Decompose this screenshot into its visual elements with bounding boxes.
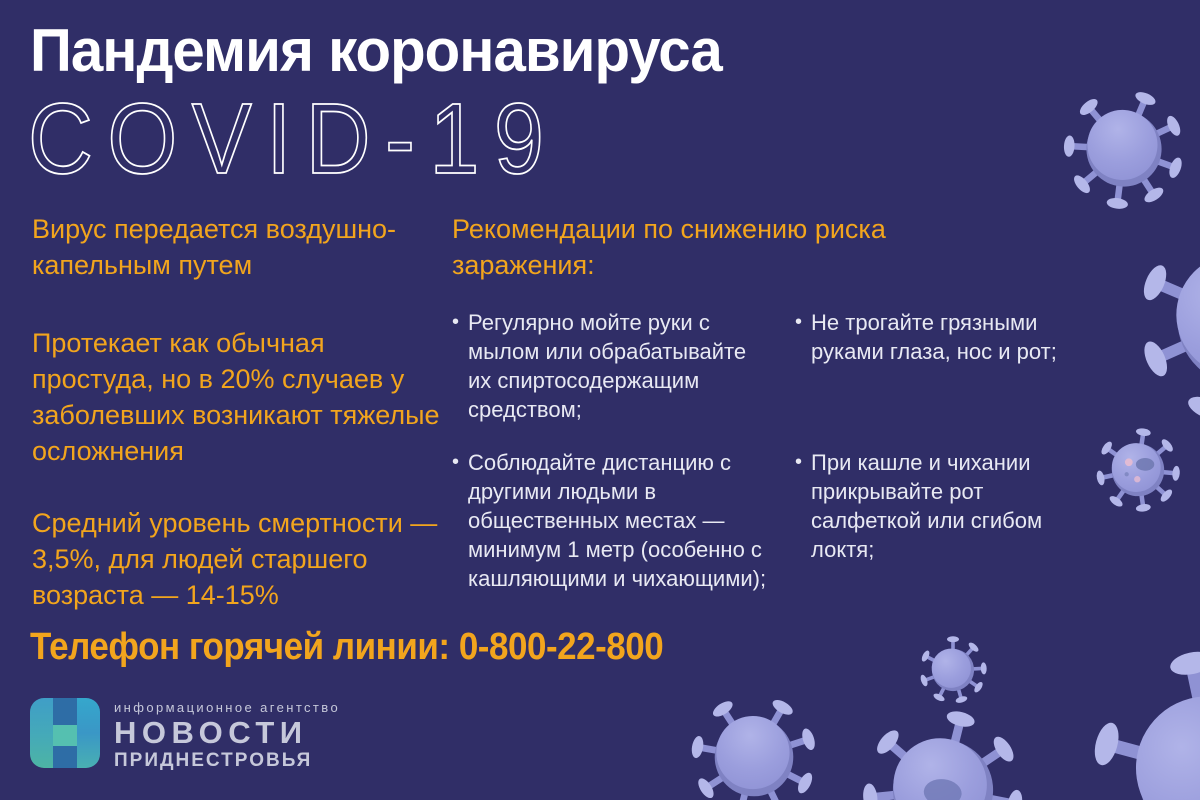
recommendation-distance — [452, 448, 782, 593]
agency-logo-text — [114, 698, 340, 772]
recommendation-text: Регулярно мойте руки с мылом или обрабатывайте их спиртосодержащим средством; — [468, 310, 747, 423]
logo-tile-right — [77, 698, 100, 768]
bullet-marker: • — [795, 451, 803, 473]
bullet-marker: • — [795, 311, 803, 333]
recommendations-heading: Рекомендации по снижению риска заражения: — [452, 214, 886, 280]
fact-severity: Протекает как обычная простуда, но в 20% случаев у заболевших возникают тяжелые осложнения — [32, 328, 440, 466]
agency-logo — [30, 698, 340, 772]
agency-name: НОВОСТИ — [114, 715, 308, 750]
logo-tile-left — [30, 698, 53, 768]
recommendation-text: Не трогайте грязными руками глаза, нос и рот; — [811, 310, 1057, 365]
recommendation-no-touch-face — [795, 308, 1057, 366]
fact-mortality: Средний уровень смертности — 3,5%, для людей старшего возраста — 14-15% — [32, 508, 438, 610]
page-title: Пандемия коронавируса — [30, 17, 722, 84]
recommendation-wash-hands — [452, 308, 754, 424]
fact-transmission: Вирус передается воздушно-капельным путем — [32, 214, 397, 280]
agency-tagline: информационное агентство — [114, 700, 341, 715]
recommendation-text: При кашле и чихании прикрывайте рот салфеткой или сгибом локтя; — [811, 450, 1043, 563]
hotline-phone: Телефон горячей линии: 0-800-22-800 — [30, 626, 664, 668]
agency-logo-icon — [30, 698, 100, 768]
recommendation-cover-mouth — [795, 448, 1047, 564]
bullet-marker: • — [452, 451, 460, 473]
recommendation-text: Соблюдайте дистанцию с другими людьми в общественных местах — минимум 1 метр (особенно с кашляющими и чихающими); — [468, 450, 767, 592]
agency-region: ПРИДНЕСТРОВЬЯ — [114, 750, 313, 772]
covid-subtitle: COVID-19 — [28, 83, 559, 195]
logo-tile-center — [53, 698, 76, 768]
bullet-marker: • — [452, 311, 460, 333]
